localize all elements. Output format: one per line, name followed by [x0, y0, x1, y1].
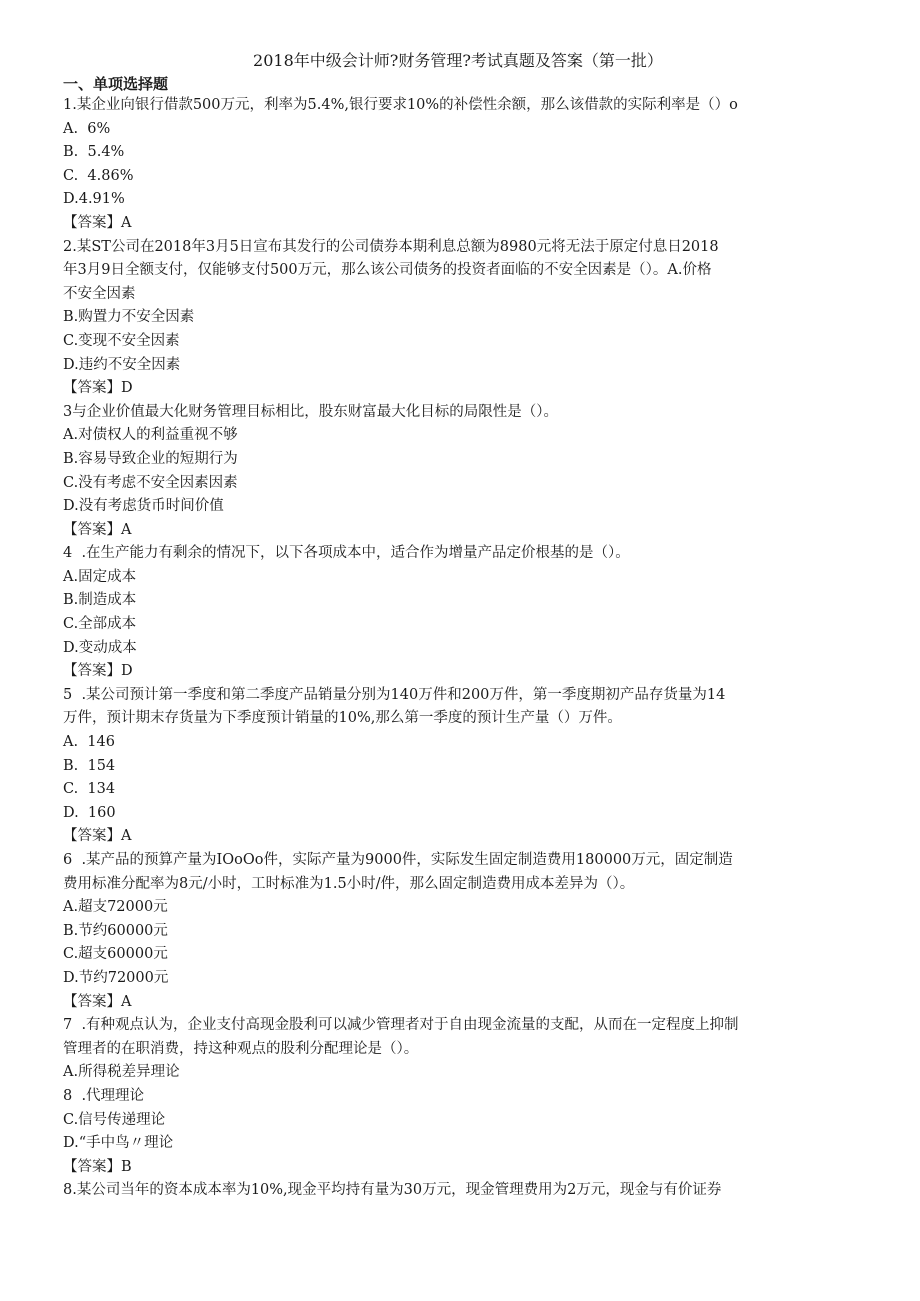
- text-line: 【答案】B: [63, 1158, 132, 1175]
- text-line: 【答案】D: [63, 380, 133, 397]
- text-line: B.容易导致企业的短期行为: [63, 450, 238, 467]
- text-line: C.全部成本: [63, 616, 137, 633]
- text-line: 【答案】A: [63, 993, 132, 1010]
- text-line: 【答案】A: [63, 828, 132, 845]
- text-line: A.所得税差异理论: [63, 1064, 180, 1081]
- text-line: 5 .某公司预计第一季度和第二季度产品销量分别为140万件和200万件，第一季度期初产品存货量为14: [63, 686, 726, 703]
- text-line: B.购置力不安全因素: [63, 309, 195, 326]
- text-line: C.超支60000元: [63, 946, 168, 963]
- text-line: C.信号传递理论: [63, 1111, 166, 1128]
- text-line: 管理者的在职消费，持这种观点的股利分配理论是（）。: [63, 1040, 419, 1057]
- text-line: D.变动成本: [63, 639, 137, 656]
- text-line: B. 154: [63, 757, 116, 774]
- text-line: D.没有考虑货币时间价值: [63, 498, 224, 515]
- text-line: D. 160: [63, 804, 116, 821]
- text-line: 6 .某产品的预算产量为IOoOo件，实际产量为9000件，实际发生固定制造费用180000万元，固定制造: [63, 852, 733, 868]
- text-line: A.固定成本: [63, 568, 137, 585]
- text-line: A. 146: [63, 734, 115, 751]
- text-line: 万件，预计期末存货量为下季度预计销量的10%,那么第一季度的预计生产量（）万件。: [63, 710, 622, 727]
- text-line: D.节约72000元: [63, 969, 169, 986]
- text-line: 【答案】A: [63, 214, 132, 231]
- text-line: A.对债权人的利益重视不够: [63, 427, 238, 444]
- text-line: A.超支72000元: [63, 899, 168, 916]
- text-line: 7 .有种观点认为，企业支付高现金股利可以减少管理者对于自由现金流量的支配，从而在一定程度上抑制: [63, 1017, 739, 1034]
- text-line: D.“手中鸟〃理论: [63, 1135, 174, 1152]
- text-line: 4 .在生产能力有剩余的情况下，以下各项成本中，适合作为增量产品定价根基的是（）。: [63, 545, 630, 562]
- text-line: B. 5.4%: [63, 144, 125, 161]
- text-line: 8 .代理理论: [63, 1087, 145, 1104]
- text-line: 【答案】A: [63, 521, 132, 538]
- text-line: 2.某ST公司在2018年3月5日宣布其发行的公司债券本期利息总额为8980元将无法于原定付息日2018: [63, 238, 719, 255]
- text-line: 8.某公司当年的资本成本率为10%,现金平均持有量为30万元，现金管理费用为2万元，现金与有价证券: [63, 1182, 722, 1199]
- text-line: A. 6%: [63, 120, 111, 137]
- document-page: [63, 48, 853, 1203]
- text-line: B.节约60000元: [63, 922, 168, 939]
- text-line: 【答案】D: [63, 663, 133, 680]
- text-line: 不安全因素: [63, 285, 136, 302]
- text-line: C.变现不安全因素: [63, 332, 180, 349]
- text-line: C. 4.86%: [63, 167, 134, 184]
- text-line: 费用标准分配率为8元/小时，工时标准为1.5小时/件，那么固定制造费用成本差异为（）。: [63, 875, 635, 892]
- text-line: C.没有考虑不安全因素因素: [63, 474, 238, 491]
- text-line: 年3月9日全额支付，仅能够支付500万元，那么该公司债务的投资者面临的不安全因素是（）。A.价格: [63, 262, 712, 279]
- section-heading: 一、单项选择题: [63, 75, 169, 93]
- text-line: 1.某企业向银行借款500万元，利率为5.4%,银行要求10%的补偿性余额，那么该借款的实际利率是（）o: [63, 97, 738, 113]
- text-line: B.制造成本: [63, 592, 137, 609]
- text-line: C. 134: [63, 781, 116, 798]
- document-title: 2018年中级会计师?财务管理?考试真题及答案（第一批）: [253, 51, 663, 70]
- text-line: 3与企业价值最大化财务管理目标相比，股东财富最大化目标的局限性是（）。: [63, 403, 558, 420]
- text-line: D.违约不安全因素: [63, 356, 181, 373]
- document-body: [63, 94, 853, 1203]
- text-line: D.4.91%: [63, 191, 125, 208]
